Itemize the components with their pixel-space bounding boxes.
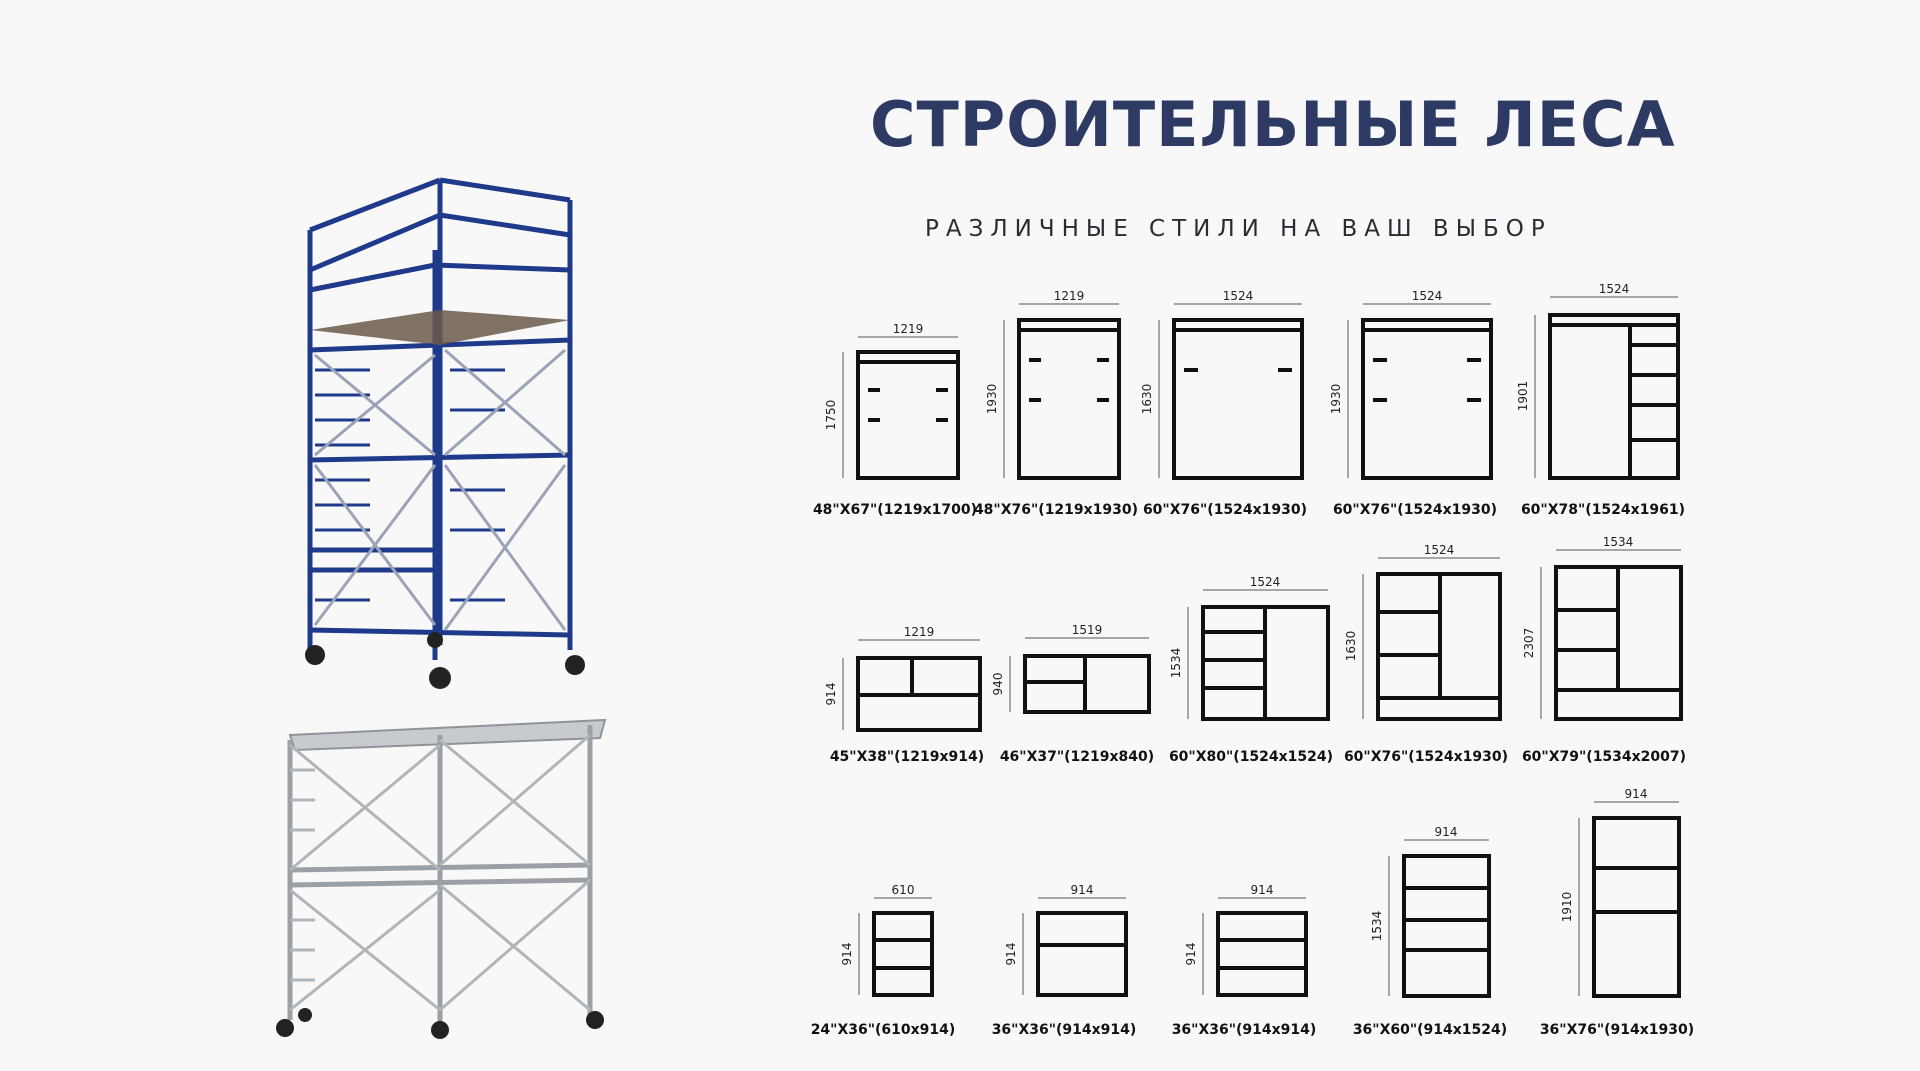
frame-label-10: 60"X79"(1534x2007) xyxy=(1521,749,1687,765)
frame-2-width: 1219 xyxy=(1053,289,1085,303)
frame-10-height: 2307 xyxy=(1522,627,1536,659)
frame-6-height: 914 xyxy=(824,682,838,706)
frame-3-drawing xyxy=(1174,320,1302,478)
frame-5-drawing xyxy=(1550,315,1678,478)
frame-label-6: 45"X38"(1219x914) xyxy=(829,749,985,765)
frame-label-4: 60"X76"(1524x1930) xyxy=(1332,502,1498,518)
frame-12-drawing xyxy=(1038,913,1126,995)
frame-label-9: 60"X76"(1524x1930) xyxy=(1343,749,1509,765)
frame-14-drawing xyxy=(1404,856,1489,996)
frame-5-height: 1901 xyxy=(1516,380,1530,412)
frame-label-12: 36"X36"(914x914) xyxy=(991,1022,1137,1038)
frame-8-width: 1524 xyxy=(1249,575,1281,589)
frame-4-width: 1524 xyxy=(1411,289,1443,303)
frame-7-height: 940 xyxy=(991,672,1005,696)
frame-9-width: 1524 xyxy=(1423,543,1455,557)
frame-5-width: 1524 xyxy=(1598,282,1630,296)
frame-11-height: 914 xyxy=(840,942,854,966)
frame-14-height: 1534 xyxy=(1370,910,1384,942)
page-subtitle: РАЗЛИЧНЫЕ СТИЛИ НА ВАШ ВЫБОР xyxy=(925,216,1552,242)
frame-3-width: 1524 xyxy=(1222,289,1254,303)
frame-label-13: 36"X36"(914x914) xyxy=(1171,1022,1317,1038)
frame-label-5: 60"X78"(1524x1961) xyxy=(1520,502,1686,518)
frame-12-width: 914 xyxy=(1070,883,1094,897)
frame-label-11: 24"X36"(610x914) xyxy=(810,1022,956,1038)
frame-1-height: 1750 xyxy=(824,399,838,431)
frame-9-height: 1630 xyxy=(1344,630,1358,662)
frame-8-height: 1534 xyxy=(1169,647,1183,679)
frame-label-7: 46"X37"(1219x840) xyxy=(999,749,1155,765)
page-title: СТРОИТЕЛЬНЫЕ ЛЕСА xyxy=(870,88,1676,161)
frame-label-3: 60"X76"(1524x1930) xyxy=(1142,502,1308,518)
frame-4-height: 1930 xyxy=(1329,383,1343,415)
frame-1-width: 1219 xyxy=(892,322,924,336)
frame-10-width: 1534 xyxy=(1602,535,1634,549)
frame-label-1: 48"X67"(1219x1700) xyxy=(812,502,978,518)
frame-15-height: 1910 xyxy=(1560,891,1574,923)
frame-15-drawing xyxy=(1594,818,1679,996)
frame-label-15: 36"X76"(914x1930) xyxy=(1539,1022,1695,1038)
frame-label-14: 36"X60"(914x1524) xyxy=(1352,1022,1508,1038)
frame-12-height: 914 xyxy=(1004,942,1018,966)
frame-13-width: 914 xyxy=(1250,883,1274,897)
frame-1-drawing xyxy=(858,352,958,478)
frame-label-2: 48"X76"(1219x1930) xyxy=(973,502,1139,518)
frame-15-width: 914 xyxy=(1624,787,1648,801)
frame-13-drawing xyxy=(1218,913,1306,995)
frame-14-width: 914 xyxy=(1434,825,1458,839)
frame-3-height: 1630 xyxy=(1140,383,1154,415)
frame-11-drawing xyxy=(874,913,932,995)
frame-label-8: 60"X80"(1524x1524) xyxy=(1168,749,1334,765)
frame-2-height: 1930 xyxy=(985,383,999,415)
frame-7-width: 1519 xyxy=(1071,623,1103,637)
frame-13-height: 914 xyxy=(1184,942,1198,966)
frame-11-width: 610 xyxy=(891,883,915,897)
frame-6-width: 1219 xyxy=(903,625,935,639)
